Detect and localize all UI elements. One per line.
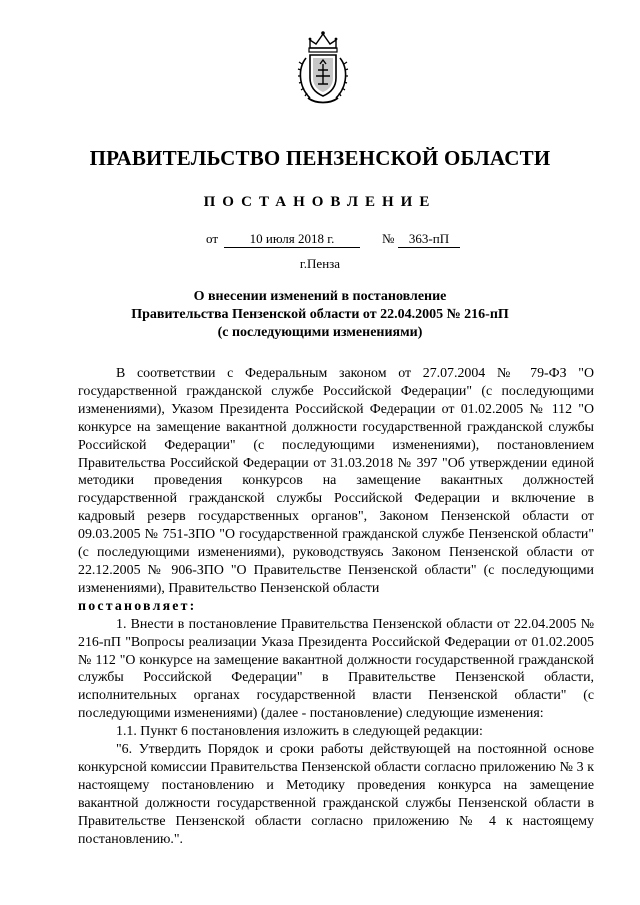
issuing-authority: ПРАВИТЕЛЬСТВО ПЕНЗЕНСКОЙ ОБЛАСТИ xyxy=(89,146,551,170)
title-line-3: (с последующими изменениями) xyxy=(217,325,423,340)
item-1-paragraph: 1. Внести в постановление Правительства Пензенской области от 22.04.2005 № 216-пП "Вопросы реализации Указа Президента Российской Федерации от 01.02.2005 № 112 "О конкурсе на замещение вакантной должности государственной гражданской службы Российской Федерации" в Правительстве Пензенской области, исполнительных органах государственной власти Пензенской области" (с последующими изменениями) (далее - постановление) следующие изменения: xyxy=(78,616,594,722)
city: г.Пенза xyxy=(299,256,341,271)
title-line-2: Правительства Пензенской области от 22.04.2005 № 216-пП xyxy=(131,307,509,322)
preamble-paragraph: В соответствии с Федеральным законом от 27.07.2004 № 79-ФЗ "О государственной гражданской службе Российской Федерации" (с последующими изменениями), Указом Президента Российской Федерации от 01.02.2005 № 112 "О конкурсе на замещение вакантной должности государственной гражданской службы Российской Федерации" (с последующими изменениями), постановлением Правительства Российской Федерации от 31.03.2018 № 397 "Об утверждении единой методики проведения конкурсов на замещение вакантных должностей государственной гражданской службы Российской Федерации и включение в кадровый резерв государственных органов", Законом Пензенской области от 09.03.2005 № 751-ЗПО "О государственной гражданской службе Пензенской области" (с последующими изменениями), руководствуясь Законом Пензенской области от 22.12.2005 № 906-ЗПО "О Правительстве Пензенской области" (с последующими изменениями), Правительство Пензенской области xyxy=(78,366,594,596)
resolves-paragraph xyxy=(78,598,594,616)
penza-region-coat-of-arms-icon xyxy=(296,28,350,106)
number-prefix: № xyxy=(382,231,395,246)
item-1-1-paragraph: 1.1. Пункт 6 постановления изложить в следующей редакции: xyxy=(116,724,483,740)
document-body xyxy=(78,365,594,848)
date-prefix: от xyxy=(206,231,219,246)
title-line-1: О внесении изменений в постановление xyxy=(193,289,447,304)
document-title xyxy=(100,288,540,342)
quoted-amendment-paragraph: "6. Утвердить Порядок и сроки работы действующей на постоянной основе конкурсной комиссии Правительства Пензенской области согласно приложению № 3 к настоящему постановлению и Методику проведения конкурса на замещение вакантной должности государственной гражданской службы Пензенской области в Правительстве Пензенской области согласно приложению № 4 к настоящему постановлению.". xyxy=(78,742,594,847)
resolves-word: постановляет: xyxy=(78,598,197,614)
document-date: 10 июля 2018 г. xyxy=(224,231,360,248)
document-type: ПОСТАНОВЛЕНИЕ xyxy=(203,194,437,210)
document-number: 363-пП xyxy=(398,231,460,248)
